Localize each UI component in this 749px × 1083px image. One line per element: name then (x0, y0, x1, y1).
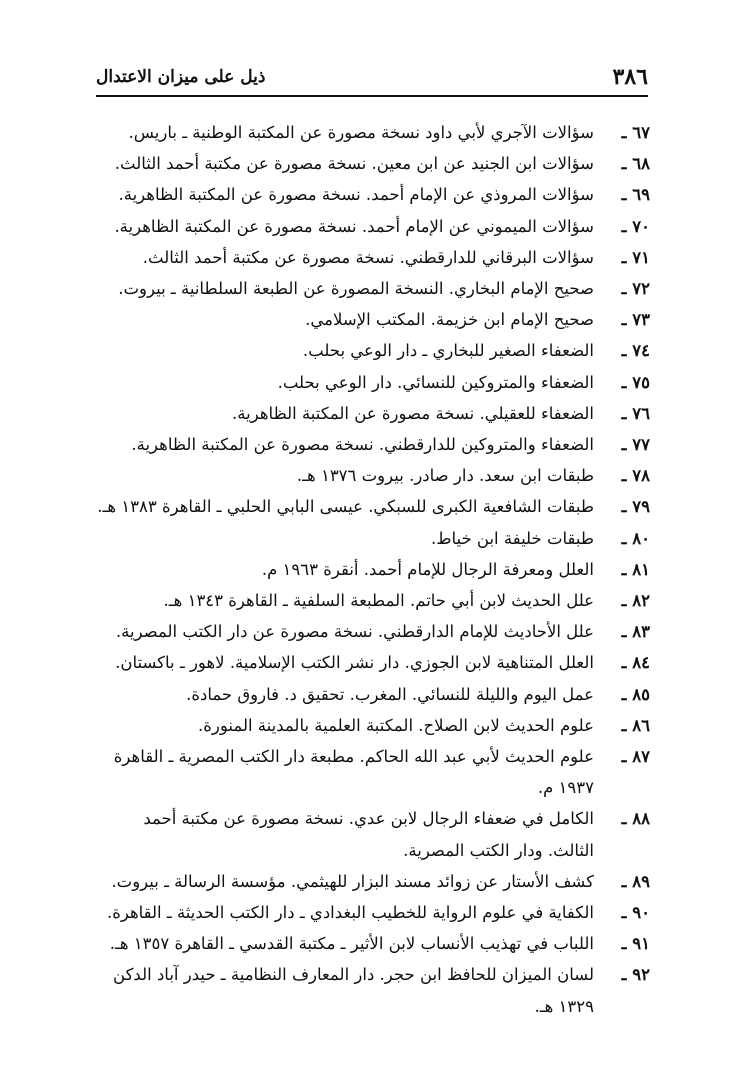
entry-text: صحيح الإمام ابن خزيمة. المكتب الإسلامي. (305, 310, 594, 330)
entry-text: علوم الحديث لابن الصلاح. المكتبة العلمية بالمدينة المنورة. (198, 715, 594, 735)
entry-number: ٨٩ ـ (621, 871, 650, 891)
entry-number: ٨٤ ـ (621, 653, 650, 673)
entry-text: طبقات خليفة ابن خياط. (430, 528, 594, 548)
entry-number: ٦٧ ـ (621, 123, 650, 142)
bibliography-entry (96, 616, 650, 647)
bibliography-entry (96, 897, 650, 928)
entry-number: ٦٨ ـ (621, 154, 650, 174)
entry-number: ٩٢ ـ (621, 965, 650, 985)
entry-text: الضعفاء الصغير للبخاري ـ دار الوعي بحلب. (302, 341, 594, 361)
entry-text: الكامل في ضعفاء الرجال لابن عدي. نسخة مصورة عن مكتبة أحمد الثالث. ودار الكتب المصرية. (143, 809, 594, 860)
entry-number: ٧٠ ـ (621, 216, 650, 236)
entry-text: الضعفاء والمتروكين للنسائي. دار الوعي بحلب. (277, 372, 594, 392)
entry-text: صحيح الإمام البخاري. النسخة المصورة عن الطبعة السلطانية ـ بيروت. (118, 279, 594, 299)
entry-text: سؤالات البرقاني للدارقطني. نسخة مصورة عن مكتبة أحمد الثالث. (142, 247, 594, 267)
page-header (96, 62, 648, 92)
entry-number: ٧٩ ـ (621, 497, 650, 517)
bibliography-entry (96, 647, 650, 678)
bibliography-entry (96, 273, 650, 304)
entry-number: ٨٣ ـ (621, 622, 650, 642)
bibliography-list (96, 117, 650, 1022)
entry-text: طبقات الشافعية الكبرى للسبكي. عيسى البابي الحلبي ـ القاهرة ١٣٨٣ هـ. (97, 497, 594, 517)
page-number: ٣٨٦ (612, 64, 648, 90)
entry-text: اللباب في تهذيب الأنساب لابن الأثير ـ مكتبة القدسي ـ القاهرة ١٣٥٧ هـ. (109, 934, 594, 954)
entry-text: سؤالات الميموني عن الإمام أحمد. نسخة مصورة عن المكتبة الظاهرية. (114, 216, 594, 236)
entry-text: علل الأحاديث للإمام الدارقطني. نسخة مصورة عن دار الكتب المصرية. (115, 622, 594, 642)
bibliography-entry (96, 335, 650, 366)
bibliography-entry (96, 866, 650, 897)
entry-number: ٧٣ ـ (621, 310, 650, 330)
entry-number: ٧٦ ـ (621, 403, 650, 423)
entry-number: ٨٠ ـ (621, 528, 650, 548)
bibliography-entry (96, 429, 650, 460)
bibliography-entry (96, 585, 650, 616)
bibliography-entry (96, 741, 650, 803)
entry-text: سؤالات ابن الجنيد عن ابن معين. نسخة مصورة عن مكتبة أحمد الثالث. (114, 154, 594, 174)
bibliography-entry (96, 679, 650, 710)
bibliography-entry (96, 304, 650, 335)
bibliography-entry (96, 491, 650, 522)
bibliography-entry (96, 367, 650, 398)
entry-number: ٨٨ ـ (621, 809, 650, 829)
entry-text: سؤالات المروذي عن الإمام أحمد. نسخة مصورة عن المكتبة الظاهرية. (118, 185, 594, 205)
bibliography-entry (96, 179, 650, 210)
bibliography-entry (96, 959, 650, 1021)
entry-number: ٩٠ ـ (621, 903, 650, 923)
entry-number: ٧٤ ـ (621, 341, 650, 361)
entry-number: ٧١ ـ (621, 247, 650, 267)
entry-text: علل الحديث لابن أبي حاتم. المطبعة السلفية ـ القاهرة ١٣٤٣ هـ. (163, 591, 594, 611)
entry-text: عمل اليوم والليلة للنسائي. المغرب. تحقيق د. فاروق حمادة. (186, 684, 594, 704)
bibliography-entry (96, 242, 650, 273)
entry-number: ٧٢ ـ (621, 279, 650, 299)
bibliography-entry (96, 928, 650, 959)
entry-text: الكفاية في علوم الرواية للخطيب البغدادي ـ دار الكتب الحديثة ـ القاهرة. (106, 903, 594, 923)
entry-text: الضعفاء للعقيلي. نسخة مصورة عن المكتبة الظاهرية. (232, 403, 594, 423)
running-title: ذيل على ميزان الاعتدال (96, 67, 266, 87)
bibliography-entry (96, 523, 650, 554)
entry-text: علوم الحديث لأبي عبد الله الحاكم. مطبعة دار الكتب المصرية ـ القاهرة ١٩٣٧ م. (113, 747, 594, 798)
entry-text: سؤالات الآجري لأبي داود نسخة مصورة عن المكتبة الوطنية ـ باريس. (128, 123, 594, 142)
entry-text: الضعفاء والمتروكين للدارقطني. نسخة مصورة عن المكتبة الظاهرية. (131, 435, 594, 455)
entry-number: ٨٥ ـ (621, 684, 650, 704)
entry-text: العلل ومعرفة الرجال للإمام أحمد. أنقرة ١٩٦٣ م. (261, 559, 594, 579)
entry-number: ٨٦ ـ (621, 715, 650, 735)
entry-number: ٧٧ ـ (621, 435, 650, 455)
entry-number: ٦٩ ـ (621, 185, 650, 205)
bibliography-entry (96, 148, 650, 179)
entry-text: طبقات ابن سعد. دار صادر. بيروت ١٣٧٦ هـ. (296, 466, 594, 486)
entry-number: ٧٥ ـ (621, 372, 650, 392)
entry-number: ٨٧ ـ (621, 747, 650, 767)
bibliography-entry (96, 398, 650, 429)
header-rule (96, 95, 648, 97)
bibliography-entry (96, 803, 650, 865)
bibliography-entry (96, 117, 650, 148)
entry-number: ٩١ ـ (621, 934, 650, 954)
bibliography-entry (96, 211, 650, 242)
bibliography-entry (96, 460, 650, 491)
entry-text: العلل المتناهية لابن الجوزي. دار نشر الكتب الإسلامية. لاهور ـ باكستان. (115, 653, 594, 673)
bibliography-entry (96, 554, 650, 585)
entry-text: لسان الميزان للحافظ ابن حجر. دار المعارف النظامية ـ حيدر آباد الدكن ١٣٢٩ هـ. (113, 965, 594, 1016)
entry-number: ٨٢ ـ (621, 591, 650, 611)
entry-number: ٧٨ ـ (621, 466, 650, 486)
entry-text: كشف الأستار عن زوائد مسند البزار للهيثمي. مؤسسة الرسالة ـ بيروت. (111, 871, 594, 891)
entry-number: ٨١ ـ (621, 559, 650, 579)
bibliography-entry (96, 710, 650, 741)
